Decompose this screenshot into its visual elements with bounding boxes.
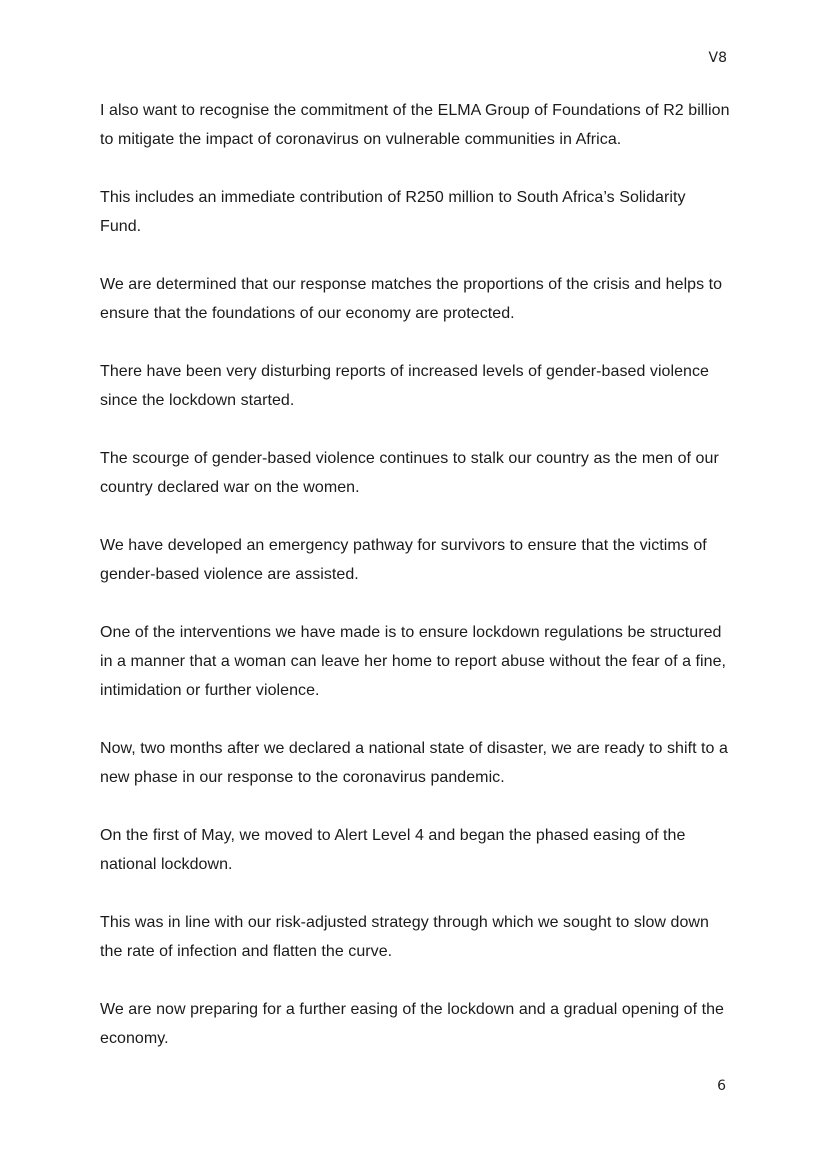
- paragraph: There have been very disturbing reports of increased levels of gender-based violence since the lockdown started.: [100, 363, 709, 409]
- document-body: [100, 96, 730, 1082]
- paragraph: On the first of May, we moved to Alert Level 4 and began the phased easing of the national lockdown.: [100, 827, 686, 873]
- page-number: 6: [717, 1078, 726, 1094]
- paragraph: We are now preparing for a further easing of the lockdown and a gradual opening of the economy.: [100, 1001, 724, 1047]
- paragraph: We are determined that our response matches the proportions of the crisis and helps to ensure that the foundations of our economy are protected.: [100, 276, 723, 322]
- paragraph: The scourge of gender-based violence continues to stalk our country as the men of our country declared war on the women.: [100, 450, 719, 496]
- version-label: V8: [708, 50, 727, 66]
- paragraph: One of the interventions we have made is to ensure lockdown regulations be structured in a manner that a woman can leave her home to report abuse without the fear of a fine, intimidation or further violence.: [100, 624, 727, 699]
- paragraph: This was in line with our risk-adjusted strategy through which we sought to slow down the rate of infection and flatten the curve.: [100, 914, 709, 960]
- paragraph: I also want to recognise the commitment of the ELMA Group of Foundations of R2 billion to mitigate the impact of coronavirus on vulnerable communities in Africa.: [100, 102, 730, 148]
- paragraph: Now, two months after we declared a national state of disaster, we are ready to shift to a new phase in our response to the coronavirus pandemic.: [100, 740, 728, 786]
- paragraph: We have developed an emergency pathway for survivors to ensure that the victims of gender-based violence are assisted.: [100, 537, 707, 583]
- paragraph: This includes an immediate contribution of R250 million to South Africa’s Solidarity Fund.: [100, 189, 686, 235]
